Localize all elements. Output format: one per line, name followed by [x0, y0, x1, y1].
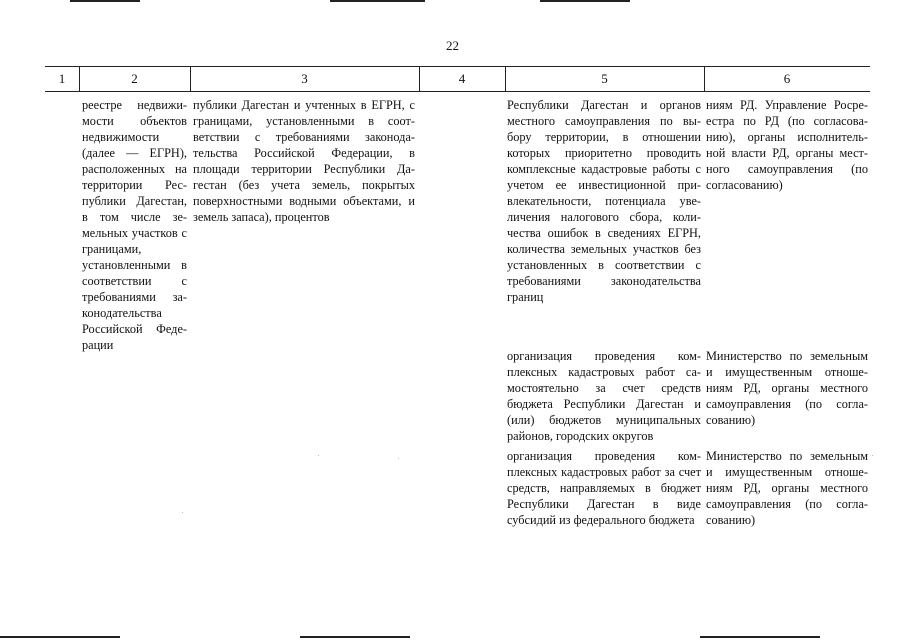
- header-col-6: 6: [783, 71, 791, 86]
- row1-col3-text: публики Дагестан и учтенных в ЕГРН, с границами, установленными в соот- ветствии с требованиями законода- тельства Российской Федерации, в площади территории Республики Да- гестан (без учета земель, покрытых поверхностными водными объектами, и земель запаса), процентов: [193, 98, 415, 224]
- top-edge-line-left: [70, 0, 140, 2]
- top-edge-line-mid: [330, 0, 425, 2]
- bottom-edge-line-mid: [300, 636, 410, 638]
- row3-col5-text: организация проведения ком- плексных кадастровых работ за счет средств, направляемых в бюджет Республики Дагестан в виде субсидий из федерального бюджета: [507, 449, 701, 527]
- page-number: 22: [446, 38, 459, 53]
- bottom-edge-line-left: [0, 636, 120, 638]
- row3-col6-text: Министерство по земельным и имущественным отноше- ниям РД, органы местного самоуправления (по согла- сованию): [706, 449, 868, 527]
- table-header-bottom-border: [45, 91, 870, 92]
- scan-speck: [182, 512, 183, 513]
- row1-col5-text: Республики Дагестан и органов местного самоуправления по вы- бору территории, в отношении которых приоритетно проводить комплексные кадастровые работы с учетом ее инвестиционной при- влекательности, потенциала уве- личения налогового сбора, коли- чества ошибок в сведениях ЕГРН, количества земельных участков без установленных в соответствии с требованиями законодательства границ: [507, 98, 701, 304]
- row1-col6-text: ниям РД. Управление Росре- естра по РД (по согласова- нию), органы исполнитель- ной власти РД, органы мест- ного самоуправления (по согласованию): [706, 98, 868, 192]
- table-header-top-border: [45, 66, 870, 67]
- header-col-4: 4: [458, 71, 466, 86]
- scan-speck: [872, 455, 873, 456]
- header-col-2: 2: [131, 71, 138, 86]
- row2-col6-text: Министерство по земельным и имущественным отноше- ниям РД, органы местного самоуправления (по согла- сованию): [706, 349, 868, 427]
- row2-col5-text: организация проведения ком- плексных кадастровых работ са- мостоятельно за счет средств бюджета Республики Дагестан и (или) бюджетов муниципальных районов, городских округов: [507, 349, 701, 443]
- header-col-3: 3: [301, 71, 308, 86]
- scan-speck: [318, 455, 319, 456]
- header-col-5: 5: [601, 71, 608, 86]
- row1-col2-text: реестре недвижи- мости объектов недвижимости (далее — ЕГРН), расположенных на территории Рес- публики Дагестан, в том числе зе- мельных участков с границами, установленными в соответствии с требованиями за- конодательства Российской Феде- рации: [82, 98, 187, 352]
- bottom-edge-line-right: [700, 636, 820, 638]
- header-col-1: 1: [58, 71, 66, 86]
- top-edge-line-right: [540, 0, 630, 2]
- scan-speck: [398, 458, 399, 459]
